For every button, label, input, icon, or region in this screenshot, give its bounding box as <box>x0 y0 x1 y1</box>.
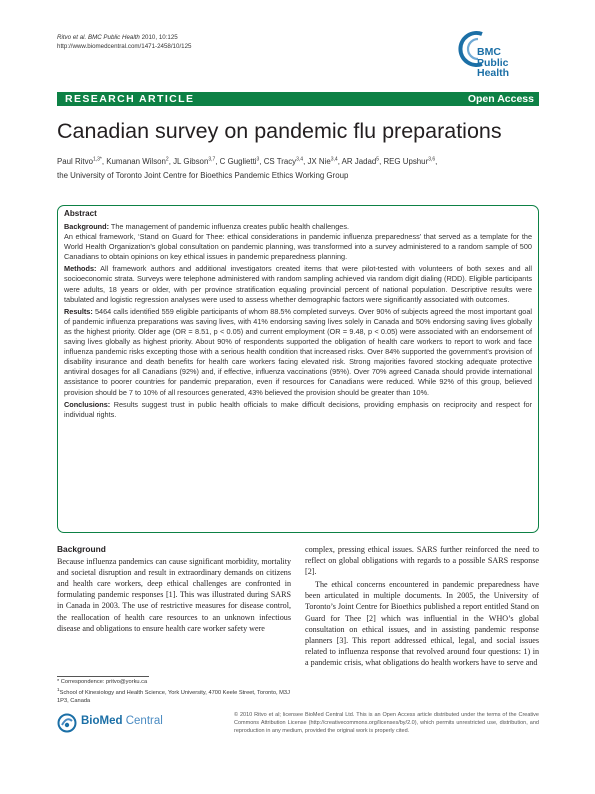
section-heading-background: Background <box>57 544 106 554</box>
article-type: RESEARCH ARTICLE <box>65 93 195 105</box>
abstract-methods-text: All framework authors and additional investigators created items that were pilot-tested with volunteers of both sexes and all socioeconomic strata. Surveys were telephone administered with random sampling achieved via random digit dialing (RDD). Eligible participants were adults, 18 years or older, with per province stratification equaling provincial percent of national population. Descriptive results were tabulated and logistic regression analyses were used to assess whether demographic factors were significantly associated with outcomes. <box>64 264 532 304</box>
article-url[interactable]: http://www.biomedcentral.com/1471-2458/10/125 <box>57 43 192 50</box>
abstract-background-text: The management of pandemic influenza creates public health challenges. <box>110 222 350 231</box>
body-column-left <box>57 544 291 634</box>
author-affiliation-mark: 3,6 <box>428 156 436 162</box>
abstract-background-label: Background: <box>64 222 109 231</box>
article-title: Canadian survey on pandemic flu preparations <box>57 119 502 143</box>
author-list <box>57 152 539 183</box>
abstract-background <box>64 222 532 262</box>
body-paragraph: Because influenza pandemics can cause significant morbidity, mortality and societal disruption and result in extraordinary demands on citizens and health care workers, deep ethical challenges are confronted in formulating pandemic responses [1]. This was illustrated during SARS in Canada in 2003. The use of restrictive measures for disease control, the reallocation of health care resources to an unknown infectious disease and obligations to ensure health care worker safety were <box>57 557 291 633</box>
open-access-label: Open Access <box>467 93 534 105</box>
publisher-name-2: Central <box>122 715 163 727</box>
journal-logo-line2: Public Health <box>477 56 510 79</box>
abstract-conclusions-text: Results suggest trust in public health officials to make difficult decisions, providing emphasis on reciprocity and respect for individual rights. <box>64 399 532 419</box>
abstract-background-text-2: An ethical framework, ‘Stand on Guard for Thee: ethical considerations in pandemic influenza preparedness’ that served as a template for the World Health Organization’s global consultation on pandemic planning, was transformed into a survey administered to a random sample of 500 Canadians to obtain opinions on key ethical issues in pandemic preparedness planning. <box>64 232 532 262</box>
footnotes <box>57 678 291 706</box>
author-affiliation-mark: 2 <box>165 156 169 162</box>
author-affiliation-mark: 3,4 <box>296 156 304 162</box>
author-names: Paul Ritvo$^{1,3*}$, Kumanan Wilson$^2$, JL Gibson$^{3,7}$, C Guglietti$^3$, CS Tracy$^{3,4}$, JX Nie$^{3,4}$, AR Jadad$^5$, REG Upshur$^{3,6}$, <box>57 156 438 166</box>
author-affiliation-mark: 5 <box>376 156 380 162</box>
body-paragraph: complex, pressing ethical issues. SARS further reinforced the need to reflect on global obligations with regards to a possible SARS response [2]. <box>305 545 539 577</box>
abstract-results-label: Results: <box>64 306 93 316</box>
affiliation-note <box>57 687 291 706</box>
body-paragraph: The ethical concerns encountered in pandemic preparedness have been articulated in multiple documents. In 2005, the University of Toronto’s Joint Centre for Bioethics published a report entitled Stand on Guard for Thee [2] which was influential in the WHO’s global consultation on ethical issues, and in assisting pandemic response planners [3]. This report addressed ethical, legal, and social issues related to influenza response that revolved around four questions: 1) in a pandemic crisis, what obligations do health workers have to serve and <box>305 580 539 667</box>
abstract-conclusions-label: Conclusions: <box>64 399 111 409</box>
correspondence-note: * Correspondence: pritvo@yorku.ca <box>57 679 148 685</box>
license-text: © 2010 Ritvo et al; licensee BioMed Central Ltd. This is an Open Access article distributed under the terms of the Creative Commons Attribution License (http://creativecommons.org/licenses/by/2.0), which permits unrestricted use, distribution, and reproduction in any medium, provided the original work is properly cited. <box>234 712 539 734</box>
affiliation-mark: 1 <box>57 687 60 693</box>
body-column-right <box>305 544 539 668</box>
publisher-name <box>81 715 163 727</box>
journal-logo <box>458 28 542 79</box>
author-affiliation-mark: 3,7 <box>208 156 216 162</box>
author-affiliation-mark: 3,4 <box>330 156 338 162</box>
abstract-box <box>57 205 539 533</box>
author-name: CS Tracy <box>263 156 297 166</box>
abstract-results <box>64 307 532 398</box>
article-type-bar <box>57 92 539 106</box>
journal-logo-text <box>477 47 542 79</box>
author-name: REG Upshur <box>383 156 429 166</box>
running-header <box>57 33 192 51</box>
author-name: Kumanan Wilson <box>106 156 166 166</box>
citation-volume: 2010, 10:125 <box>139 34 178 41</box>
author-name: Paul Ritvo <box>57 156 93 166</box>
journal-logo-line1: BMC <box>477 46 501 58</box>
publisher-logo <box>57 713 177 733</box>
citation <box>57 33 192 42</box>
affiliation-text: School of Kinesiology and Health Science, York University, 4700 Keele Street, Toronto, M3J 1P3, Canada <box>57 689 290 705</box>
abstract-heading: Abstract <box>64 209 97 218</box>
author-affiliation-mark: 3 <box>256 156 260 162</box>
author-name: JL Gibson <box>173 156 209 166</box>
abstract-conclusions <box>64 400 532 420</box>
abstract-results-text: 5464 calls identified 559 eligible participants of whom 88.5% completed surveys. Over 90% of subjects agreed the most important goal of pandemic influenza preparations was saving lives, with 41% endorsing saving lives solely in Canada and 50% endorsing saving lives globally as the highest priority. Older age (OR = 8.51, p < 0.05) and current employment (OR = 9.48, p < 0.05) were associated with an endorsement of saving lives globally as highest priority. About 90% of respondents supported the obligation of health care workers to report to work and face influenza pandemic risks excepting those with a serious health condition that increased risks. Over 84% supported the government’s provision of disability insurance and death benefits for health care workers facing elevated risk. Strong majorities favored stocking adequate protective antiviral dosages for all Canadians (92%) and, if effective, influenza vaccinations (95%). Over 70% agreed Canada should provide international assistance to poorer countries for pandemic preparation, even if resources for Canadians were reduced. While 92% of this group, believed provision should be 7 to 10% of all resources generated, 43% believed the provision should be greater than 10%. <box>64 306 532 397</box>
abstract-methods-label: Methods: <box>64 264 97 274</box>
author-name: AR Jadad <box>341 156 377 166</box>
biomed-central-logo-icon <box>57 713 77 733</box>
citation-journal: Ritvo et al. BMC Public Health <box>57 34 140 41</box>
working-group: the University of Toronto Joint Centre for Bioethics Pandemic Ethics Working Group <box>57 170 349 180</box>
author-affiliation-mark: 1,3* <box>92 156 102 162</box>
abstract-methods <box>64 264 532 304</box>
footnote-divider <box>57 676 149 677</box>
author-name: JX Nie <box>307 156 331 166</box>
publisher-name-1: BioMed <box>81 715 123 727</box>
author-name: C Guglietti <box>219 156 257 166</box>
